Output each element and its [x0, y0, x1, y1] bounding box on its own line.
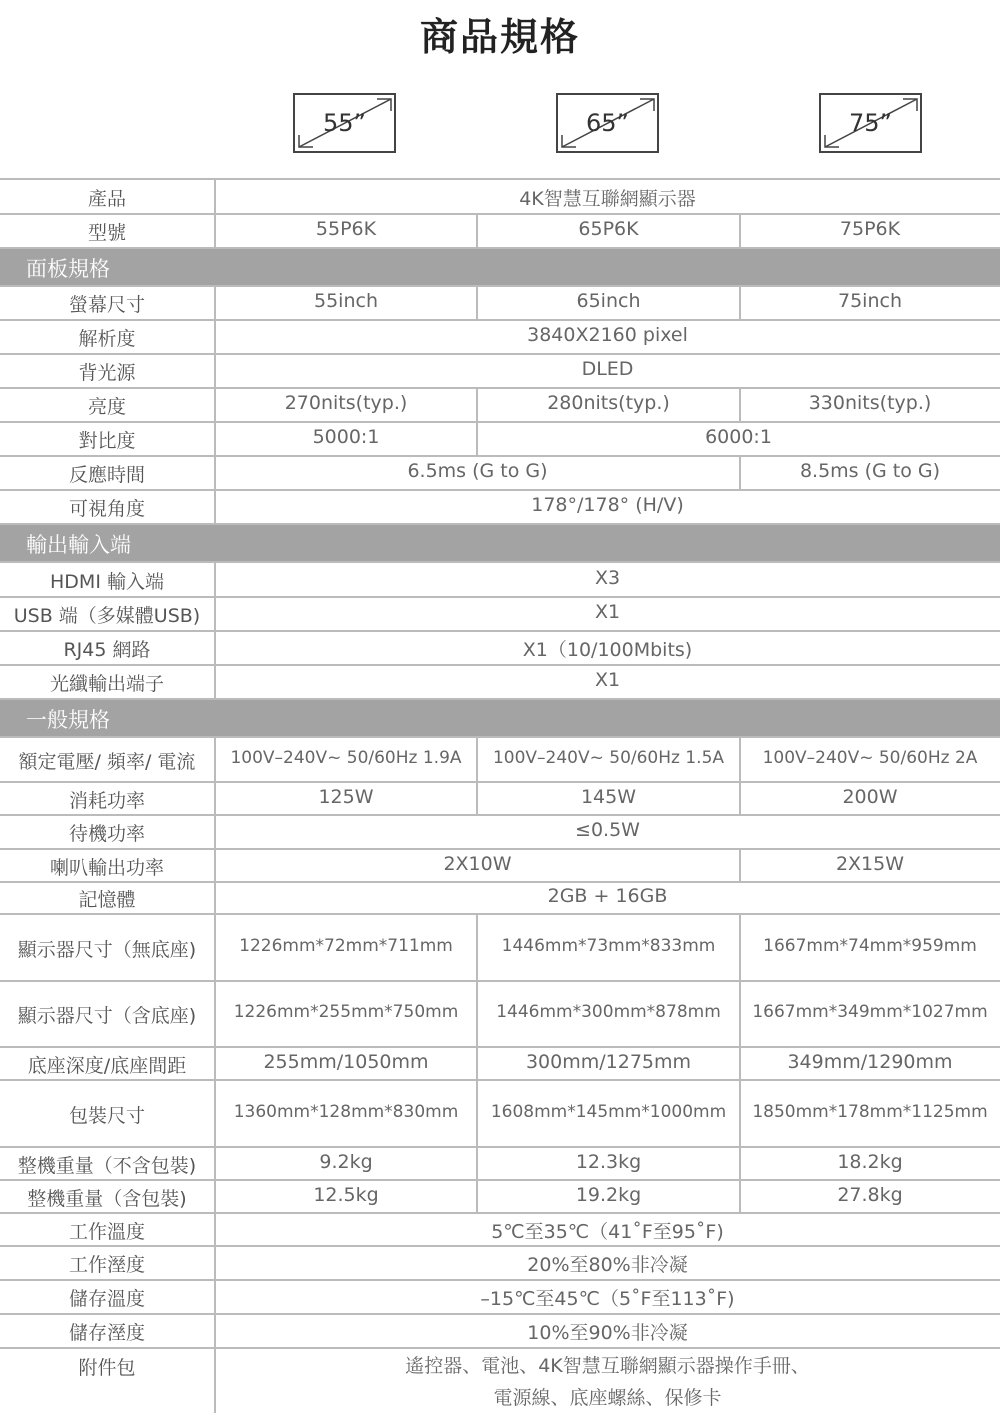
spec-value: 75P6K — [839, 218, 901, 240]
section-title: 面板規格 — [26, 257, 110, 281]
spec-label: RJ45 網路 — [63, 639, 151, 661]
spec-value: 125W — [318, 786, 374, 808]
spec-value: 遙控器、電池、4K智慧互聯網顯示器操作手冊、 — [405, 1355, 810, 1377]
spec-value: 4K智慧互聯網顯示器 — [519, 188, 696, 210]
spec-label: 整機重量（不含包裝) — [17, 1155, 197, 1177]
row-divider — [0, 1179, 1000, 1181]
row-divider — [0, 814, 1000, 816]
spec-value: ≤0.5W — [575, 819, 640, 841]
column-divider — [476, 1146, 478, 1179]
spec-value: 18.2kg — [837, 1151, 903, 1173]
row-divider — [0, 664, 1000, 666]
column-divider — [214, 913, 216, 980]
size-75-icon — [819, 93, 922, 153]
column-divider — [214, 213, 216, 247]
column-divider — [214, 319, 216, 353]
column-divider — [214, 980, 216, 1046]
column-divider — [214, 387, 216, 421]
spec-value: 100V–240V~ 50/60Hz 2A — [762, 748, 978, 768]
column-divider — [214, 781, 216, 814]
column-divider — [214, 1212, 216, 1245]
spec-value: 8.5ms (G to G) — [799, 460, 941, 482]
spec-value: 2GB + 16GB — [547, 885, 668, 907]
size-55-label: 55” — [323, 109, 366, 137]
column-divider — [214, 814, 216, 848]
row-divider — [0, 1245, 1000, 1247]
size-65-label: 65” — [586, 109, 629, 137]
row-divider — [0, 1279, 1000, 1281]
column-divider — [476, 1179, 478, 1212]
row-divider — [0, 913, 1000, 915]
spec-value: 1226mm*72mm*711mm — [239, 936, 453, 956]
column-divider — [214, 1046, 216, 1079]
spec-label: 背光源 — [78, 362, 136, 384]
section-header — [0, 248, 1000, 285]
row-divider — [0, 421, 1000, 423]
spec-label: 額定電壓/ 頻率/ 電流 — [18, 751, 196, 773]
row-divider — [0, 881, 1000, 883]
column-divider — [214, 881, 216, 913]
spec-label: 附件包 — [78, 1357, 136, 1379]
spec-value: 2X15W — [835, 853, 905, 875]
spec-value: X3 — [594, 567, 621, 589]
spec-label: 記憶體 — [78, 889, 136, 911]
column-divider — [214, 1347, 216, 1413]
spec-value: 65inch — [576, 290, 641, 312]
spec-value: 100V–240V~ 50/60Hz 1.5A — [492, 748, 725, 768]
row-divider — [0, 698, 1000, 700]
spec-label: 底座深度/底座間距 — [27, 1055, 187, 1077]
row-divider — [0, 630, 1000, 632]
spec-value: 電源線、底座螺絲、保修卡 — [493, 1387, 722, 1409]
column-divider — [739, 781, 741, 814]
column-divider — [214, 561, 216, 596]
column-divider — [214, 178, 216, 213]
spec-value: 1446mm*300mm*878mm — [496, 1002, 721, 1022]
size-65-icon — [556, 93, 659, 153]
row-divider — [0, 387, 1000, 389]
row-divider — [0, 319, 1000, 321]
spec-label: 光纖輸出端子 — [49, 673, 164, 695]
spec-value: 3840X2160 pixel — [527, 324, 688, 346]
column-divider — [476, 285, 478, 319]
spec-label: 螢幕尺寸 — [68, 294, 145, 316]
row-divider — [0, 523, 1000, 525]
spec-value: 75inch — [838, 290, 902, 312]
spec-value: 1360mm*128mm*830mm — [233, 1102, 459, 1122]
column-divider — [476, 913, 478, 980]
section-header — [0, 699, 1000, 736]
column-divider — [739, 736, 741, 781]
spec-label: 顯示器尺寸（無底座) — [17, 939, 197, 961]
spec-value: 9.2kg — [319, 1151, 373, 1173]
spec-value: 1226mm*255mm*750mm — [233, 1002, 459, 1022]
column-divider — [476, 1046, 478, 1079]
spec-value: 5000:1 — [312, 426, 380, 448]
column-divider — [214, 285, 216, 319]
column-divider — [476, 736, 478, 781]
column-divider — [476, 980, 478, 1046]
spec-label: 消耗功率 — [68, 790, 145, 812]
column-divider — [476, 781, 478, 814]
spec-value: 55P6K — [315, 218, 377, 240]
row-divider — [0, 178, 1000, 180]
spec-label: 喇叭輸出功率 — [49, 857, 164, 879]
spec-value: 349mm/1290mm — [787, 1051, 953, 1073]
section-header — [0, 524, 1000, 561]
column-divider — [739, 980, 741, 1046]
row-divider — [0, 285, 1000, 287]
spec-label: 儲存溼度 — [68, 1322, 145, 1344]
column-divider — [739, 1146, 741, 1179]
section-title: 輸出輸入端 — [26, 533, 131, 557]
column-divider — [739, 455, 741, 489]
column-divider — [739, 913, 741, 980]
column-divider — [214, 489, 216, 523]
row-divider — [0, 455, 1000, 457]
spec-value: 270nits(typ.) — [284, 392, 408, 414]
spec-label: 儲存溫度 — [68, 1288, 145, 1310]
spec-value: 100V–240V~ 50/60Hz 1.9A — [230, 748, 462, 768]
spec-value: 300mm/1275mm — [525, 1051, 692, 1073]
section-title: 一般規格 — [26, 708, 110, 732]
spec-label: 顯示器尺寸（含底座) — [17, 1005, 197, 1027]
spec-value: 27.8kg — [837, 1184, 903, 1206]
column-divider — [214, 421, 216, 455]
row-divider — [0, 980, 1000, 982]
spec-value: X1 — [594, 601, 621, 623]
spec-value: 5℃至35℃（41˚F至95˚F) — [491, 1221, 724, 1243]
spec-value: 1667mm*74mm*959mm — [763, 936, 977, 956]
spec-label: 可視角度 — [68, 498, 145, 520]
size-75-label: 75” — [849, 109, 892, 137]
spec-value: 178°/178° (H/V) — [531, 494, 684, 516]
spec-value: –15℃至45℃（5˚F至113˚F) — [480, 1288, 735, 1310]
column-divider — [739, 1179, 741, 1212]
column-divider — [214, 455, 216, 489]
column-divider — [214, 596, 216, 630]
spec-value: 20%至80%非冷凝 — [527, 1254, 688, 1276]
column-divider — [214, 1179, 216, 1212]
row-divider — [0, 1347, 1000, 1349]
spec-value: DLED — [581, 358, 634, 380]
column-divider — [739, 1079, 741, 1146]
column-divider — [739, 1046, 741, 1079]
column-divider — [476, 421, 478, 455]
page-title: 商品規格 — [419, 15, 580, 59]
spec-value: 12.5kg — [313, 1184, 379, 1206]
row-divider — [0, 596, 1000, 598]
spec-value: X1（10/100Mbits) — [522, 639, 693, 661]
row-divider — [0, 848, 1000, 850]
column-divider — [739, 285, 741, 319]
column-divider — [214, 664, 216, 698]
row-divider — [0, 489, 1000, 491]
row-divider — [0, 1046, 1000, 1048]
column-divider — [476, 213, 478, 247]
row-divider — [0, 781, 1000, 783]
column-divider — [214, 1146, 216, 1179]
size-55-icon — [293, 93, 396, 153]
spec-label: 工作溫度 — [68, 1221, 145, 1243]
spec-label: USB 端（多媒體USB) — [13, 605, 201, 627]
row-divider — [0, 561, 1000, 563]
column-divider — [739, 387, 741, 421]
column-divider — [739, 848, 741, 881]
column-divider — [214, 1313, 216, 1347]
spec-value: 12.3kg — [575, 1151, 642, 1173]
spec-value: 255mm/1050mm — [263, 1051, 429, 1073]
spec-label: 對比度 — [78, 430, 136, 452]
spec-value: 6000:1 — [705, 426, 772, 448]
spec-label: 亮度 — [87, 396, 126, 418]
spec-label: 反應時間 — [68, 464, 145, 486]
column-divider — [476, 1079, 478, 1146]
spec-label: 包裝尺寸 — [68, 1105, 145, 1127]
row-divider — [0, 736, 1000, 738]
spec-value: X1 — [594, 669, 621, 691]
spec-value: 1608mm*145mm*1000mm — [490, 1102, 727, 1122]
spec-value: 1667mm*349mm*1027mm — [752, 1002, 988, 1022]
column-divider — [476, 387, 478, 421]
spec-value: 65P6K — [578, 218, 639, 240]
column-divider — [739, 213, 741, 247]
spec-label: HDMI 輸入端 — [50, 571, 164, 593]
spec-value: 2X10W — [443, 853, 512, 875]
row-divider — [0, 213, 1000, 215]
row-divider — [0, 1079, 1000, 1081]
spec-value: 1850mm*178mm*1125mm — [752, 1102, 988, 1122]
column-divider — [214, 1279, 216, 1313]
row-divider — [0, 1146, 1000, 1148]
column-divider — [214, 736, 216, 781]
row-divider — [0, 1212, 1000, 1214]
column-divider — [214, 353, 216, 387]
spec-value: 19.2kg — [575, 1184, 642, 1206]
column-divider — [214, 1245, 216, 1279]
spec-label: 型號 — [87, 222, 126, 244]
spec-value: 200W — [842, 786, 898, 808]
column-divider — [214, 1079, 216, 1146]
spec-value: 280nits(typ.) — [547, 392, 670, 414]
spec-value: 330nits(typ.) — [808, 392, 932, 414]
column-divider — [214, 630, 216, 664]
column-divider — [214, 848, 216, 881]
row-divider — [0, 247, 1000, 249]
spec-label: 待機功率 — [68, 823, 145, 845]
spec-label: 產品 — [87, 188, 126, 210]
row-divider — [0, 353, 1000, 355]
spec-value: 145W — [580, 786, 637, 808]
spec-label: 工作溼度 — [68, 1254, 145, 1276]
spec-value: 10%至90%非冷凝 — [527, 1322, 688, 1344]
spec-label: 整機重量（含包裝) — [27, 1188, 187, 1210]
spec-value: 6.5ms (G to G) — [407, 460, 548, 482]
spec-value: 1446mm*73mm*833mm — [501, 936, 716, 956]
row-divider — [0, 1313, 1000, 1315]
spec-value: 55inch — [314, 290, 378, 312]
spec-label: 解析度 — [78, 328, 136, 350]
